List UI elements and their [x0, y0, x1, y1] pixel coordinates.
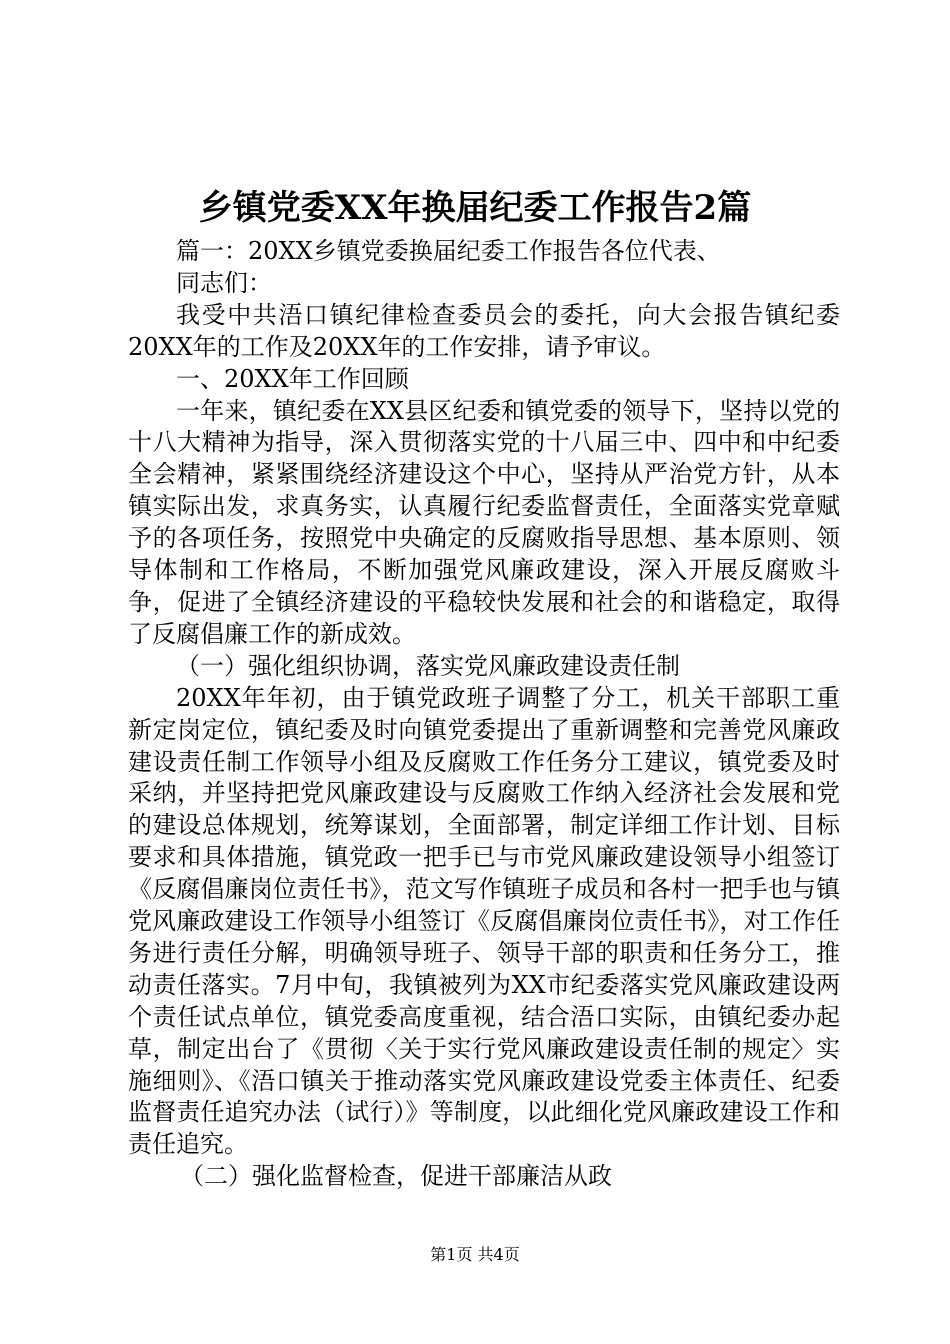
- page-number: 第1页 共4页: [430, 1245, 520, 1264]
- document-title: 乡镇党委XX年换届纪委工作报告2篇: [198, 188, 752, 228]
- paragraph-responsibility: 20XX年年初，由于镇党政班子调整了分工，机关干部职工重新定岗定位，镇纪委及时向镇党委提出了重新调整和完善党风廉政建设责任制工作领导小组及反腐败工作任务分工建议，镇党委及时采纳，并坚持把党风廉政建设与反腐败工作纳入经济社会发展和党的建设总体规划，统筹谋划，全面部署，制定详细工作计划、目标要求和具体措施，镇党政一把手已与市党风廉政建设领导小组签订《反腐倡廉岗位责任书》，范文写作镇班子成员和各村一把手也与镇党风廉政建设工作领导小组签订《反腐倡廉岗位责任书》，对工作任务进行责任分解，明确领导班子、领导干部的职责和任务分工，推动责任落实。7月中旬，我镇被列为XX市纪委落实党风廉政建设两个责任试点单位，镇党委高度重视，结合浯口实际，由镇纪委办起草，制定出台了《贯彻〈关于实行党风廉政建设责任制的规定〉实施细则》、《浯口镇关于推动落实党风廉政建设党委主体责任、纪委监督责任追究办法（试行）》等制度，以此细化党风廉政建设工作和责任追究。: [128, 683, 840, 1159]
- subsection-heading-1: （一）强化组织协调，落实党风廉政建设责任制: [176, 651, 680, 680]
- section-heading-review: 一、20XX年工作回顾: [176, 364, 409, 393]
- paragraph-intro: 篇一：20XX乡镇党委换届纪委工作报告各位代表、: [176, 237, 721, 265]
- document-body: [128, 236, 840, 1193]
- paragraph-opening: 我受中共浯口镇纪律检查委员会的委托，向大会报告镇纪委20XX年的工作及20XX年的工作安排，请予审议。: [128, 300, 840, 361]
- paragraph-salutation: 同志们：: [176, 268, 272, 297]
- subsection-heading-2: （二）强化监督检查，促进干部廉洁从政: [180, 1162, 612, 1191]
- paragraph-overview: 一年来，镇纪委在XX县区纪委和镇党委的领导下，坚持以党的十八大精神为指导，深入贯彻落实党的十八届三中、四中和中纪委全会精神，紧紧围绕经济建设这个中心，坚持从严治党方针，从本镇实际出发，求真务实，认真履行纪委监督责任，全面落实党章赋予的各项任务，按照党中央确定的反腐败指导思想、基本原则、领导体制和工作格局，不断加强党风廉政建设，深入开展反腐败斗争，促进了全镇经济建设的平稳较快发展和社会的和谐稳定，取得了反腐倡廉工作的新成效。: [128, 396, 840, 648]
